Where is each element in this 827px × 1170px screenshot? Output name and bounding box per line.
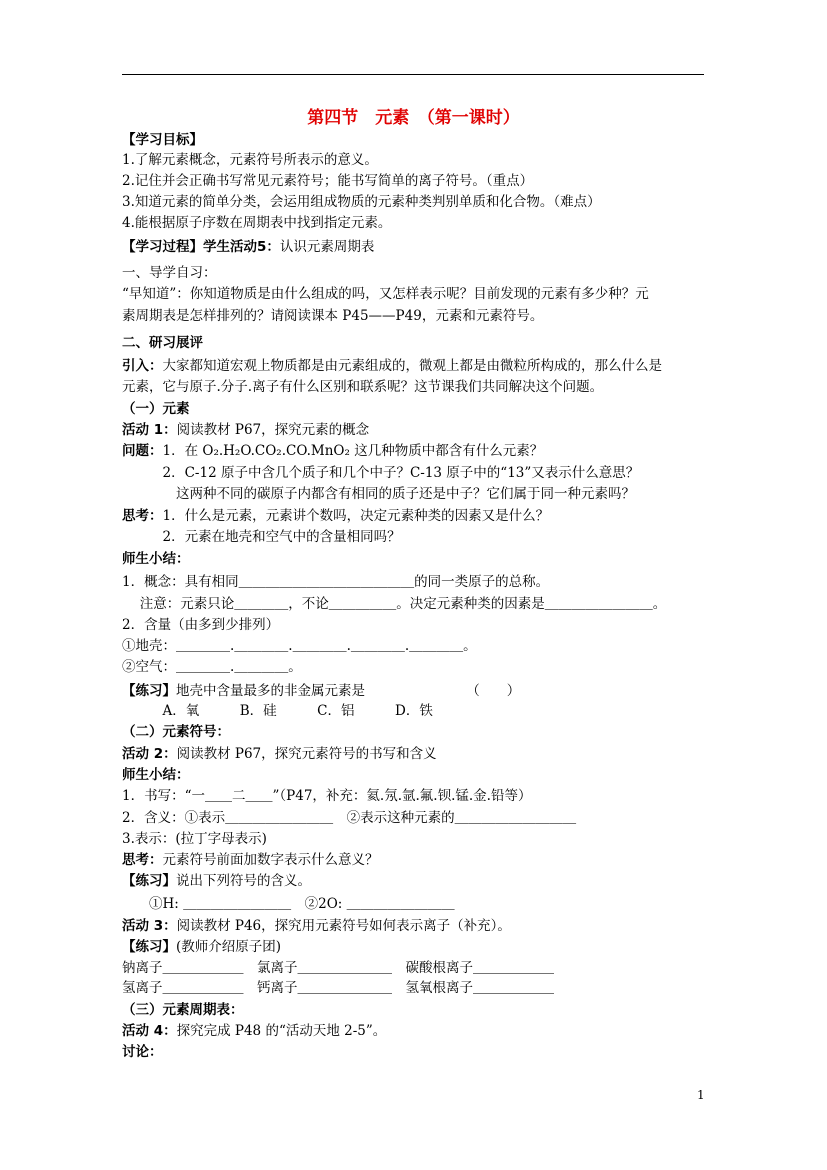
bold-label: 活动 1： xyxy=(122,422,177,438)
text-line xyxy=(122,978,554,998)
text-line xyxy=(122,527,401,547)
text-line xyxy=(122,150,378,170)
line-text: 1．什么是元素，元素讲个数吗，决定元素种类的因素又是什么？ xyxy=(162,508,550,524)
bold-label: 问题： xyxy=(122,443,163,459)
text-line xyxy=(122,377,603,397)
bold-label: （三）元素周期表： xyxy=(122,1002,244,1018)
bold-label: （一）元素 xyxy=(122,401,190,417)
bold-label: 讨论： xyxy=(122,1044,163,1060)
bold-label: （二）元素符号： xyxy=(122,724,230,740)
line-text: ①H: ＿＿＿＿＿＿＿＿ ②2O: ＿＿＿＿＿＿＿＿ xyxy=(122,896,455,912)
bold-label: 二、研习展评 xyxy=(122,335,203,351)
text-line xyxy=(122,441,543,461)
text-line xyxy=(122,916,511,936)
line-text: 钠离子＿＿＿＿＿＿ 氯离子＿＿＿＿＿＿＿ 碳酸根离子＿＿＿＿＿＿ xyxy=(122,960,554,976)
line-text: A．氧 B．硅 C．铝 D．铁 xyxy=(122,703,433,719)
bold-label: 思考： xyxy=(122,508,163,524)
text-line xyxy=(122,306,543,326)
bold-label: 【练习】 xyxy=(122,873,176,889)
text-line xyxy=(122,681,520,701)
line-text: 3.知道元素的简单分类，会运用组成物质的元素种类判别单质和化合物。（难点） xyxy=(122,194,601,210)
line-text: 阅读教材 P67，探究元素符号的书写和含义 xyxy=(176,746,437,762)
line-text: 2．C-12 原子中含几个质子和几个中子？C-13 原子中的“13”又表示什么意思？ xyxy=(122,465,640,481)
bold-label: 活动 2： xyxy=(122,746,177,762)
line-text: 2.记住并会正确书写常见元素符号；能书写简单的离子符号。（重点） xyxy=(122,173,534,189)
text-line xyxy=(122,657,302,677)
text-line xyxy=(122,594,666,614)
text-line xyxy=(122,237,374,257)
text-line xyxy=(122,636,477,656)
text-line xyxy=(122,192,601,212)
text-line xyxy=(122,894,455,914)
line-text: 说出下列符号的含义。 xyxy=(176,873,311,889)
line-text: 素周期表是怎样排列的？请阅读课本 P45——P49，元素和元素符号。 xyxy=(122,308,544,324)
text-line xyxy=(122,213,391,233)
text-line xyxy=(122,171,533,191)
line-text: ①地壳：＿＿＿＿.＿＿＿＿.＿＿＿＿.＿＿＿＿.＿＿＿＿。 xyxy=(122,638,477,654)
text-line xyxy=(122,1000,244,1020)
line-text: 一、导学自习： xyxy=(122,265,217,281)
bold-label: 【练习】 xyxy=(122,683,176,699)
line-text: 探究完成 P48 的“活动天地 2-5”。 xyxy=(176,1023,387,1039)
bold-label: 活动 4： xyxy=(122,1023,177,1039)
line-text: “早知道”：你知道物质是由什么组成的吗，又怎样表示呢？目前发现的元素有多少种？元 xyxy=(122,286,649,302)
bold-label: 师生小结： xyxy=(122,767,190,783)
line-text: 认识元素周期表 xyxy=(279,239,375,255)
line-text: 大家都知道宏观上物质都是由元素组成的，微观上都是由微粒所构成的，那么什么是 xyxy=(162,358,662,374)
text-line xyxy=(122,937,281,957)
line-text: 1．在 O₂.H₂O.CO₂.CO.MnO₂ 这几种物质中都含有什么元素？ xyxy=(162,443,544,459)
text-line xyxy=(122,615,279,635)
text-line xyxy=(122,484,635,504)
line-text: 地壳中含量最多的非金属元素是 （ ） xyxy=(176,683,521,699)
text-line xyxy=(122,786,531,806)
line-text: 氢离子＿＿＿＿＿＿ 钙离子＿＿＿＿＿＿＿ 氢氧根离子＿＿＿＿＿＿ xyxy=(122,980,554,996)
line-text: 注意：元素只论＿＿＿＿，不论＿＿＿＿＿。决定元素种类的因素是＿＿＿＿＿＿＿＿。 xyxy=(122,596,667,612)
text-line xyxy=(122,463,639,483)
line-text: 阅读教材 P46，探究用元素符号如何表示离子（补充）。 xyxy=(176,918,511,934)
page-title: 第四节 元素 （第一课时） xyxy=(307,108,520,128)
bold-label: 引入： xyxy=(122,358,163,374)
text-line xyxy=(122,701,433,721)
line-text: ②空气：＿＿＿＿.＿＿＿＿。 xyxy=(122,659,302,675)
line-text: 阅读教材 P67，探究元素的概念 xyxy=(176,422,370,438)
line-text: 元素，它与原子.分子.离子有什么区别和联系呢？这节课我们共同解决这个问题。 xyxy=(122,379,604,395)
text-line xyxy=(122,958,554,978)
bold-label: 【练习】 xyxy=(122,939,176,955)
text-line xyxy=(122,263,217,283)
line-text: 1．概念：具有相同＿＿＿＿＿＿＿＿＿＿＿＿＿的同一类原子的总称。 xyxy=(122,574,550,590)
text-line xyxy=(122,829,267,849)
line-text: 4.能根据原子序数在周期表中找到指定元素。 xyxy=(122,215,392,231)
line-text: (教师介绍原子团) xyxy=(176,939,282,955)
text-line xyxy=(122,506,549,526)
text-line xyxy=(122,1042,163,1062)
text-line xyxy=(122,808,576,828)
text-line xyxy=(122,399,190,419)
line-text: 1.了解元素概念，元素符号所表示的意义。 xyxy=(122,152,378,168)
line-text: 2．含义：①表示＿＿＿＿＿＿＿＿ ②表示这种元素的＿＿＿＿＿＿＿＿＿ xyxy=(122,810,577,826)
line-text: 3.表示：(拉丁字母表示) xyxy=(122,831,267,847)
bold-label: 师生小结： xyxy=(122,551,190,567)
text-line xyxy=(122,744,437,764)
text-line xyxy=(122,572,549,592)
text-line xyxy=(122,765,190,785)
bold-label: 活动 3： xyxy=(122,918,177,934)
line-text: 2．含量（由多到少排列） xyxy=(122,617,280,633)
text-line xyxy=(122,420,369,440)
text-line xyxy=(122,356,662,376)
text-line xyxy=(122,722,230,742)
line-text: 元素符号前面加数字表示什么意义？ xyxy=(162,852,379,868)
bold-label: 【学习过程】学生活动5： xyxy=(122,239,280,255)
text-line xyxy=(122,549,190,569)
header-rule xyxy=(122,74,704,75)
bold-label: 思考： xyxy=(122,852,163,868)
line-text: 1．书写：“一＿＿二＿＿”（P47，补充：氦.氖.氩.氟.钡.锰.金.铅等） xyxy=(122,788,532,804)
text-line xyxy=(122,871,311,891)
text-line xyxy=(122,130,203,150)
text-line xyxy=(122,284,649,304)
bold-label: 【学习目标】 xyxy=(122,132,203,148)
text-line xyxy=(122,850,379,870)
text-line xyxy=(122,1021,386,1041)
page-number: 1 xyxy=(697,1088,705,1102)
text-line xyxy=(122,333,203,353)
line-text: 这两种不同的碳原子内都含有相同的质子还是中子？它们属于同一种元素吗？ xyxy=(122,486,635,502)
line-text: 2．元素在地壳和空气中的含量相同吗？ xyxy=(122,529,401,545)
